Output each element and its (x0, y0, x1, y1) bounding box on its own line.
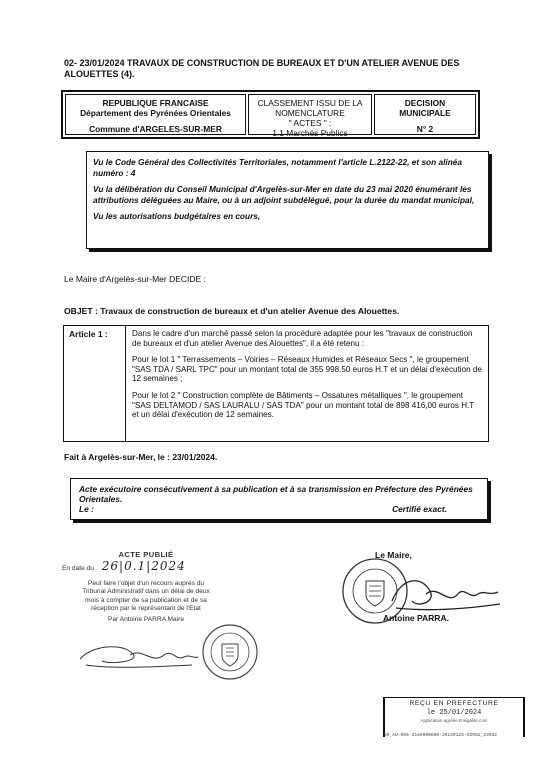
prefecture-id: 99_AU-066-2166600800-20240125-O2082_23032 (384, 733, 498, 738)
republique-label: REPUBLIQUE FRANCAISE (102, 98, 209, 108)
article-paragraph-lot2: Pour le lot 2 " Construction complète de Bâtiments – Ossatures métalliques ", le groupement "SAS DELTAMOD / SAS LAURALU / SAS TDA" pour un montant total de 898 416,00 euros H.T et un délai d'exécution de 12 semaines. (132, 390, 475, 420)
stamp-date-line (56, 559, 236, 574)
stamp-signer: Par Antoine PARRA Maire (107, 616, 185, 624)
fait-line: Fait à Argelès-sur-Mer, le : 23/01/2024. (64, 452, 218, 462)
stamp-title: ACTE PUBLIÉ (118, 550, 174, 559)
classement-line-3: " ACTES " : (288, 118, 332, 128)
prefecture-date: le 25/01/2024 (426, 708, 482, 717)
prefecture-title: REÇU EN PREFECTURE (409, 700, 499, 707)
reference-cgct: Vu le Code Général des Collectivités Territoriales, notamment l'article L.2122-22, et son alinéa numéro : 4 (93, 157, 463, 178)
stamp-line: mois à compter de sa publication et de sa (85, 596, 207, 604)
classement-line-1: CLASSEMENT ISSU DE LA (257, 98, 363, 108)
header-classement-cell (248, 94, 372, 138)
header-decision-cell (374, 94, 476, 135)
article-table (63, 325, 489, 442)
header-commune-cell (65, 94, 246, 135)
reference-budget: Vu les autorisations budgétaires en cours, (93, 211, 261, 221)
departement-label: Département des Pyrénées Orientales (80, 108, 231, 118)
prefecture-app-label: Application agréée E-legalite.com (420, 718, 488, 723)
classement-line-4: 1.1 Marchés Publics (272, 128, 348, 138)
maire-decide-line: Le Maire d'Argelès-sur-Mer DECIDE : (64, 274, 206, 284)
municipal-seal-icon (200, 622, 260, 682)
maire-name: Antoine PARRA. (383, 613, 449, 623)
decision-line-2: MUNICIPALE (399, 108, 451, 118)
classement-line-2: NOMENCLATURE (275, 108, 345, 118)
certifie-exact: Certifié exact. (392, 504, 447, 514)
acte-publie-stamp (56, 551, 236, 625)
decision-number: N° 2 (416, 124, 434, 134)
legal-references-box (86, 151, 489, 249)
objet-line: OBJET : Travaux de construction de bureaux et d'un atelier Avenue des Alouettes. (64, 306, 400, 316)
reference-deliberation: Vu la délibération du Conseil Municipal d'Argelès-sur-Mer en date du 23 mai 2020 énumérant les attributions déléguées au Maire, ou à un adjoint subdélégué, pour la durée du mandat municipal, (93, 184, 475, 205)
stamp-line: réception par le représentant de l'Etat (91, 605, 201, 613)
stamp-line: Tribunal Administratif dans un délai de deux (82, 588, 210, 596)
document-title: 02- 23/01/2024 TRAVAUX DE CONSTRUCTION DE BUREAUX ET D'UN ATELIER AVENUE DES ALOUETTES (4). (64, 58, 460, 79)
article-paragraph-lot1: Pour le lot 1 " Terrassements – Voiries – Réseaux Humides et Réseaux Secs ", le groupement "SAS TDA / SARL TPC" pour un montant total de 355 998.50 euros H.T et un délai d'exécution de 12 semaines ; (132, 355, 482, 384)
article-body (127, 326, 488, 430)
header-table (61, 90, 480, 139)
executory-box (70, 478, 488, 520)
decision-line-1: DECISION (404, 98, 446, 108)
stamp-date-handwritten: 26|0.1|2024 (101, 559, 186, 574)
commune-label: Commune d'ARGELES-SUR-MER (89, 124, 222, 134)
article-paragraph: Dans le cadre d'un marché passé selon la procédure adaptée pour les "travaux de construction de bureaux et d'un atelier Avenue des Alouettes", il a été retenu : (132, 329, 473, 348)
executory-le: Le : (79, 504, 94, 514)
article-label: Article 1 : (64, 326, 126, 441)
signature-stamp-icon (72, 635, 202, 675)
executory-text: Acte exécutoire consécutivement à sa publication et à sa transmission en Préfecture des Pyrénées Orientales. (79, 484, 473, 504)
stamp-line: Peut faire l'objet d'un recours auprès du (87, 579, 205, 587)
prefecture-receipt-stamp (383, 697, 525, 737)
maire-label: Le Maire, (375, 550, 412, 560)
stamp-date-prefix: En date du (62, 565, 94, 573)
